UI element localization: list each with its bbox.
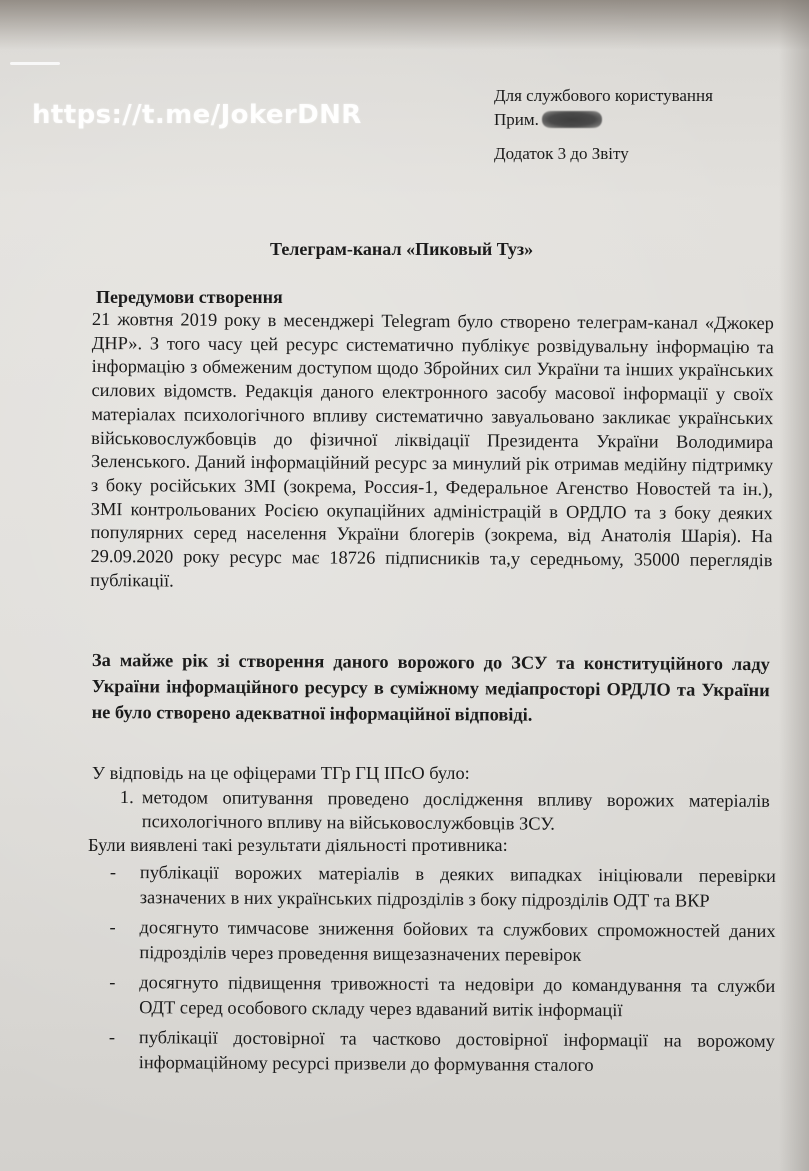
- list-item-text: досягнуто тимчасове зниження бойових та службових спроможностей даних підрозділів через проведення вищезазначених перевірок: [139, 917, 776, 965]
- list-item-text: досягнуто підвищення тривожності та недовіри до командування та служби ОДТ серед особового складу через вдаваний витік інформації: [139, 972, 776, 1020]
- list-item-text: публікації достовірної та частково достовірної інформації на ворожому інформаційному ресурсі призвели до формування сталого: [138, 1027, 775, 1075]
- conclusion-paragraph: За майже рік зі створення даного ворожого до ЗСУ та конституційного ладу України інформаційного ресурсу в суміжному медіапросторі ОРДЛО та України не було створено адекватної інформаційної відповіді.: [91, 649, 770, 725]
- section-heading: Передумови створення: [96, 287, 283, 307]
- list-item: [109, 915, 775, 968]
- bullet-marker: -: [109, 861, 117, 883]
- appendix-label: Додаток 3 до Звіту: [494, 144, 629, 163]
- results-label: Були виявлені такі результати діяльності противника:: [88, 835, 508, 855]
- list-item-number: 1.: [119, 786, 134, 808]
- classification-header: [494, 84, 713, 132]
- bullet-marker: -: [109, 971, 116, 993]
- results-list: [109, 860, 776, 1084]
- list-item: [109, 970, 775, 1023]
- list-item: [109, 1025, 775, 1078]
- paper-glare-mark: [10, 62, 60, 65]
- list-item: [110, 860, 776, 913]
- right-edge-shadow: [779, 0, 809, 1171]
- bullet-marker: -: [108, 1026, 116, 1048]
- classification-label: Для службового користування: [494, 86, 713, 105]
- document-title: Телеграм-канал «Пиковый Туз»: [270, 239, 534, 259]
- list-item-text: публікації ворожих матеріалів в деяких випадках ініціювали перевірки зазначених в них українських підрозділів з боку підрозділів ОДТ та ВКР: [139, 862, 776, 911]
- redaction-blur: [542, 111, 602, 128]
- copy-number-label: Прим.: [494, 110, 539, 129]
- numbered-list: [120, 785, 770, 837]
- response-intro: У відповідь на це офіцерами ТГр ГЦ ІПсО було:: [92, 763, 470, 783]
- background-paragraph: 21 жовтня 2019 року в месенджері Telegram було створено телеграм-канал «Джокер ДНР». З того часу цей ресурс систематично публікує розвідувальну інформацію та інформацію з обмеженим доступом щодо Збройних сил України та інших українських силових відомств. Редакція даного електронного засобу масової інформації у своїх матеріалах психологічного впливу систематично завуальовано закликає українських військовослужбовців до фізичної ліквідації Президента України Володимира Зеленського. Даний інформаційний ресурс за минулий рік отримав медійну підтримку з боку російських ЗМІ (зокрема, Россия-1, Федеральное Агенство Новостей та ін.), ЗМІ контрольованих Росією окупаційних адміністрацій в ОРДЛО та з боку деяких популярних серед населення України блогерів (зокрема, від Анатолія Шарія). На 29.09.2020 року ресурс має 18726 підписників та,у середньому, 35000 переглядів публікації.: [90, 308, 774, 591]
- top-shadow: [0, 0, 809, 50]
- bullet-marker: -: [109, 916, 116, 938]
- watermark-url: https://t.me/JokerDNR: [32, 100, 362, 130]
- copy-number-line: [494, 108, 713, 132]
- list-item-text: методом опитування проведено дослідження впливу ворожих матеріалів психологічного впливу на військовослужбовців ЗСУ.: [141, 787, 770, 834]
